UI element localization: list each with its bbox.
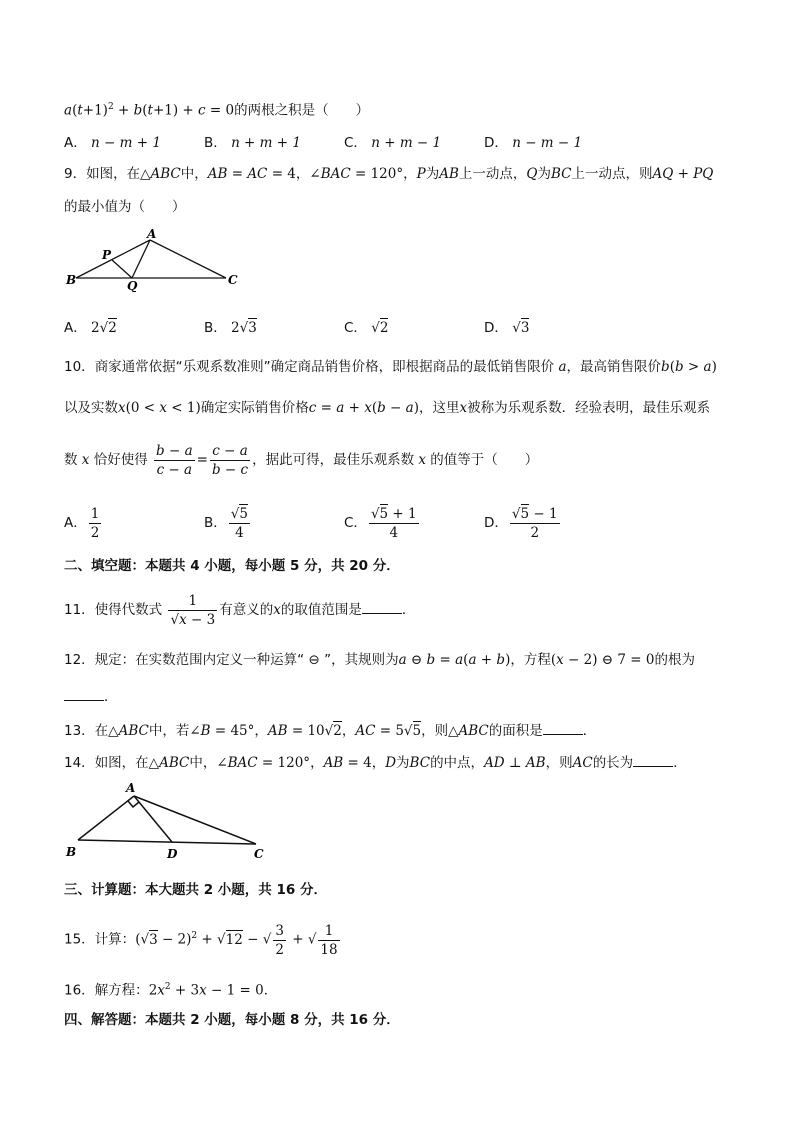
- q15-line: 15．计算：$(√3 - 2)^2 + √12$ − √ $\frac{3}{2}$ + √ $\frac{1}{18}$: [64, 922, 338, 958]
- q14-figure: [64, 780, 274, 860]
- q10-fraction-left: $\frac{b - a}{c - a}$: [156, 443, 193, 478]
- q8-option-c: C． n + m − 1: [344, 135, 442, 151]
- q8-option-a: A． n − m + 1: [64, 135, 161, 151]
- q12-answer-blank: [64, 686, 104, 701]
- q8-stem-text: 的两根之积是（ ）: [234, 102, 370, 119]
- q8-equation: a: [64, 102, 73, 119]
- q9-stem-line2: 的最小值为（ ）: [64, 199, 186, 215]
- q9-segment-aq: [132, 240, 150, 278]
- q10-fraction-right: $\frac{c - a}{b - c}$: [211, 443, 249, 478]
- q8-option-d: D． n − m − 1: [484, 135, 583, 151]
- q9-option-b: B． 2√3: [204, 320, 257, 336]
- q11-fraction: $\frac{1}{√x - 3}$: [170, 593, 216, 628]
- q9-label-q: Q: [127, 279, 138, 292]
- q14-side-ab: [78, 796, 134, 840]
- q14-line: 14．如图，在△ABC中，∠BAC = 120°，AB = 4，D为BC的中点，AD ⊥ AB，则AC的长为 ．: [64, 752, 687, 773]
- q9-stem-line1: 9．如图，在△ABC中，AB = AC = 4，∠BAC = 120°，P为AB上一动点，Q为BC上一动点，则AQ + PQ: [64, 166, 714, 182]
- q14-label-c: C: [254, 847, 264, 860]
- q9-label-b: B: [66, 273, 77, 287]
- q9-label-a: A: [147, 228, 157, 241]
- section-2-heading: 二、填空题：本题共 4 小题，每小题 5 分，共 20 分．: [64, 558, 400, 574]
- q10-option-d: D． $\frac{√5 - 1}{2}$: [484, 506, 558, 541]
- q14-side-bc: [78, 840, 256, 844]
- q8-stem-line: $a(t+1)^2 + b(t+1) + c = 0$的两根之积是（ ）: [64, 102, 370, 119]
- q14-right-angle-mark: [128, 801, 139, 807]
- q14-label-b: B: [66, 845, 77, 859]
- q9-label-c: C: [228, 273, 238, 287]
- q9-figure: [64, 228, 254, 292]
- q14-label-a: A: [126, 781, 136, 795]
- q9-option-a: A． 2√2: [64, 320, 117, 336]
- q10-stem-line3: 数 x 恰好使得 $\frac{b - a}{c - a}$ = $\frac{c - a}{b - c}$ ，据此可得，最佳乐观系数 x 的值等于（ ）: [64, 443, 539, 478]
- q13-answer-blank: [543, 720, 583, 735]
- q9-side-ac: [150, 240, 226, 278]
- q9-label-p: P: [102, 248, 112, 262]
- q9-segment-pq: [112, 260, 132, 278]
- q15-fraction-1-18: $\frac{1}{18}$: [320, 922, 338, 958]
- q14-side-ac: [134, 796, 256, 844]
- section-3-heading: 三、计算题：本大题共 2 小题，共 16 分．: [64, 882, 327, 898]
- q14-label-d: D: [167, 847, 178, 860]
- q9-side-ab: [76, 240, 150, 278]
- q16-line: 16．解方程：$2x^2 + 3x - 1 = 0$．: [64, 982, 278, 999]
- q11-line: 11．使得代数式 $\frac{1}{√x - 3}$ 有意义的x的取值范围是 ．: [64, 593, 416, 628]
- q10-option-b: B． $\frac{√5}{4}$: [204, 506, 248, 541]
- q9-option-c: C． √2: [344, 320, 389, 336]
- q13-line: 13．在△ABC中，若∠B = 45°，AB = 10√2，AC = 5√5，则△ABC的面积是 ．: [64, 720, 596, 741]
- q10-stem-line1: 10．商家通常依据“乐观系数准则”确定商品销售价格，即根据商品的最低销售限价 a，最高销售限价b(b > a): [64, 359, 717, 375]
- q12-line2: ．: [64, 686, 118, 707]
- q14-answer-blank: [633, 752, 673, 767]
- q11-answer-blank: [362, 599, 402, 614]
- section-4-heading: 四、解答题：本题共 2 小题，每小题 8 分，共 16 分．: [64, 1012, 400, 1028]
- q8-option-b: B． n + m + 1: [204, 135, 301, 151]
- q9-option-d: D． √3: [484, 320, 530, 336]
- q10-stem-line2: 以及实数x(0 < x < 1)确定实际销售价格c = a + x(b − a)，这里x被称为乐观系数．经验表明，最佳乐观系: [64, 400, 711, 416]
- q10-option-a: A． $\frac{1}{2}$: [64, 506, 100, 541]
- q10-option-c: C． $\frac{√5 + 1}{4}$: [344, 506, 417, 541]
- q15-fraction-3-2: $\frac{3}{2}$: [275, 922, 284, 958]
- q12-line1: 12．规定：在实数范围内定义一种运算“ ⊖ ”，其规则为a ⊖ b = a(a + b)，方程(x − 2) ⊖ 7 = 0的根为: [64, 652, 695, 668]
